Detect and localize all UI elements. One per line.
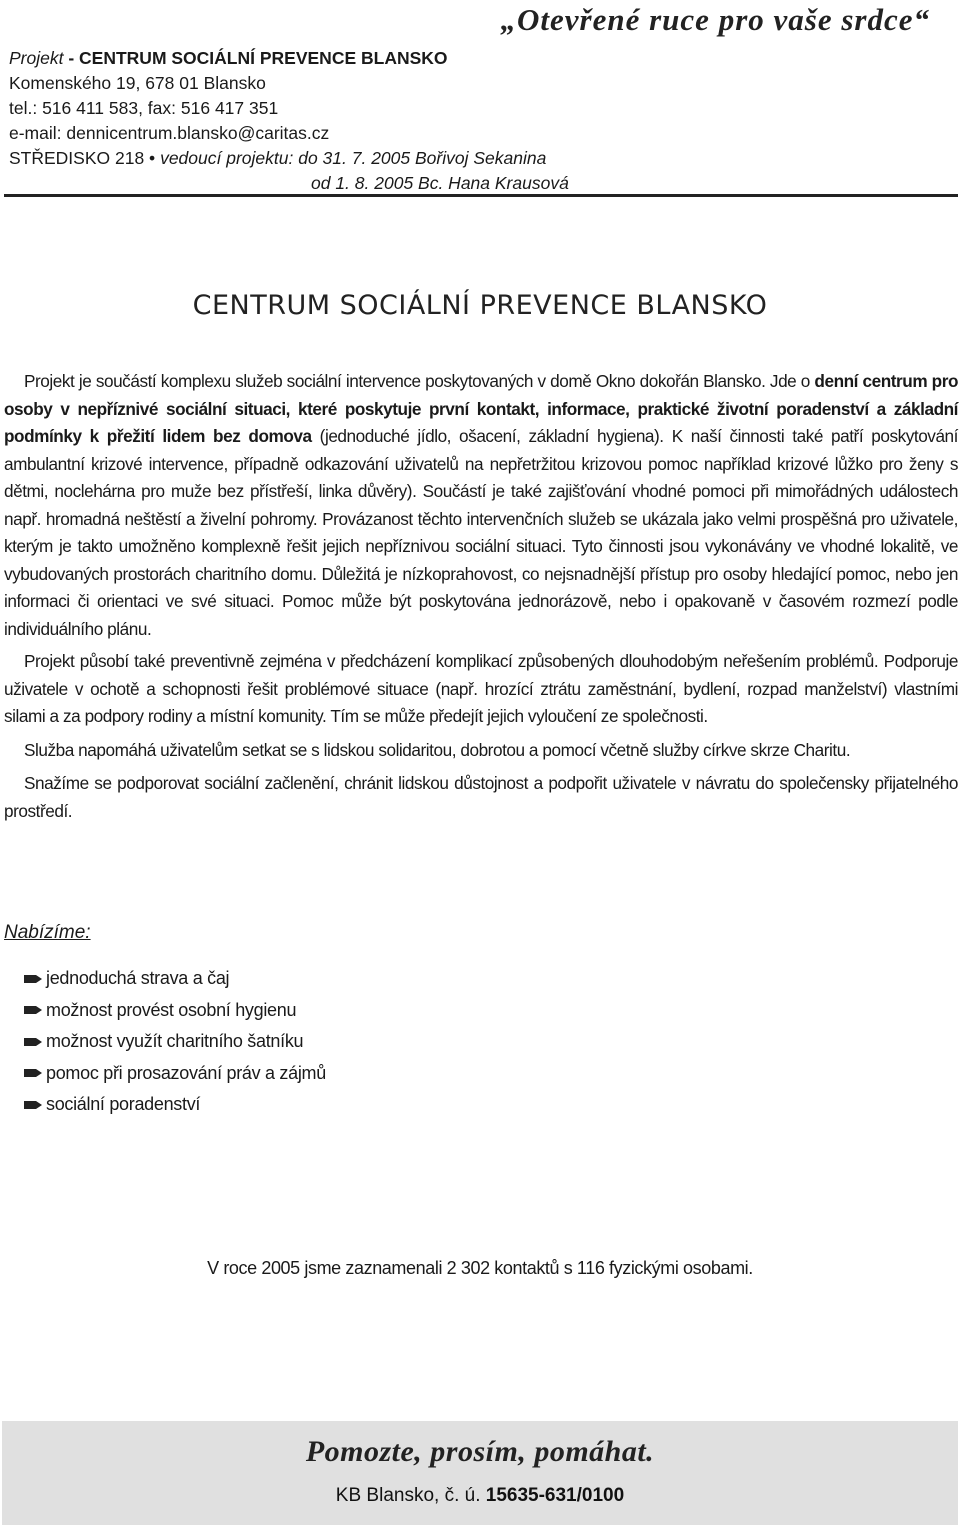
header-divider — [4, 194, 958, 197]
bank-label: KB Blansko, č. ú. — [335, 1485, 486, 1506]
project-label: Projekt — [9, 48, 64, 68]
paragraph-4: Snažíme se podporovat sociální začlenění, chránit lidskou důstojnost a podpořit uživatele v návratu do společensky přijatelného prostředí. — [4, 773, 958, 821]
project-dash: - — [63, 48, 80, 68]
arrow-bullet-icon — [24, 1067, 43, 1079]
offer-item-text: možnost provést osobní hygienu — [46, 999, 297, 1020]
footer-slogan: Pomozte, prosím, pomáhat. — [305, 1435, 655, 1468]
list-item — [24, 1058, 326, 1090]
arrow-bullet-icon — [24, 973, 43, 985]
statistics-note: V roce 2005 jsme zaznamenali 2 302 kontaktů s 116 fyzickými osobami. — [207, 1258, 753, 1278]
motto: „Otevřené ruce pro vaše srdce“ — [500, 2, 930, 37]
arrow-bullet-icon — [24, 1036, 43, 1048]
center-code: STŘEDISKO 218 • — [9, 148, 156, 168]
paragraph-1 — [4, 368, 958, 643]
project-name: CENTRUM SOCIÁLNÍ PREVENCE BLANSKO — [79, 48, 448, 68]
list-item — [24, 963, 326, 995]
arrow-bullet-icon — [24, 1004, 43, 1016]
offer-item-text: možnost využít charitního šatníku — [46, 1031, 304, 1051]
body-text — [4, 368, 958, 831]
manager-2: od 1. 8. 2005 Bc. Hana Krausová — [311, 173, 569, 193]
p1-text-a: Projekt je součástí komplexu služeb sociální intervence poskytovaných v domě Okno dokořán Blansko. Jde o — [24, 371, 815, 391]
offer-item-text: pomoc při prosazování práv a zájmů — [46, 1062, 326, 1083]
footer-banner — [2, 1421, 958, 1525]
offer-item-text: sociální poradenství — [46, 1094, 201, 1114]
bank-account-number: 15635-631/0100 — [485, 1485, 625, 1506]
p1-text-bold: denní centrum pro osoby v nepříznivé sociální situaci, které poskytuje první kontakt, informace, praktické životní poradenství a základní podmínky k přežití lidem bez domova — [4, 371, 958, 446]
bank-account-line — [2, 1485, 958, 1507]
address: Komenského 19, 678 01 Blansko — [9, 73, 266, 93]
contact-block — [9, 46, 569, 196]
manager-1: do 31. 7. 2005 Bořivoj Sekanina — [298, 148, 547, 168]
list-item — [24, 1026, 326, 1058]
arrow-bullet-icon — [24, 1099, 43, 1111]
email: e-mail: dennicentrum.blansko@caritas.cz — [9, 123, 330, 143]
p1-text-c: (jednoduché jídlo, ošacení, základní hygiena). K naší činnosti také patří poskytování ambulantní krizové intervence, případně odkazování uživatelů na nepřetržitou krizovou pomoc například krizové lůžko pro ženy s dětmi, noclehárna pro muže bez přístřeší, linka důvěry). Součástí je také zajišťování vhodné pomoci při mimořádných událostech např. hromadná neštěstí a živelní pohromy. Provázanost těchto intervenčních služeb se ukázala jako velmi prospěšná pro uživatele, kterým je takto umožněno komplexně řešit jejich nepříznivou sociální situaci. Tyto činnosti jsou vykonávány ve vhodné lokalitě, ve vybudovaných prostorách charitního domu. Důležitá je nízkoprahovost, co nejsnadnější přístup pro osoby hledající pomoc, nebo jen informaci či orientaci ve své situaci. Pomoc může být poskytována jednorázově, nebo i opakovaně v časovém rozmezí podle individuálního plánu. — [4, 426, 958, 639]
paragraph-3: Služba napomáhá uživatelům setkat se s lidskou solidaritou, dobrotou a pomocí včetně služby církve skrze Charitu. — [24, 739, 851, 760]
phone: tel.: 516 411 583, fax: 516 417 351 — [9, 98, 279, 118]
center-line — [9, 146, 569, 171]
page-title: CENTRUM SOCIÁLNÍ PREVENCE BLANSKO — [192, 290, 768, 321]
manager-label: vedoucí projektu: — [160, 148, 294, 168]
offer-list — [24, 963, 326, 1121]
offer-item-text: jednoduchá strava a čaj — [46, 968, 230, 988]
list-item — [24, 1089, 326, 1121]
offer-title: Nabízíme: — [4, 922, 91, 943]
project-line — [9, 46, 569, 71]
paragraph-2: Projekt působí také preventivně zejména v předcházení komplikací způsobených dlouhodobým neřešením problémů. Podporuje uživatele v ochotě a schopnosti řešit problémové situace (např. hrozící ztrátu zaměstnání, bydlení, rozpad manželství) vlastními silami a za podpory rodiny a místní komunity. Tím se může předejít jejich vyloučení ze společnosti. — [4, 651, 958, 726]
list-item — [24, 995, 326, 1027]
